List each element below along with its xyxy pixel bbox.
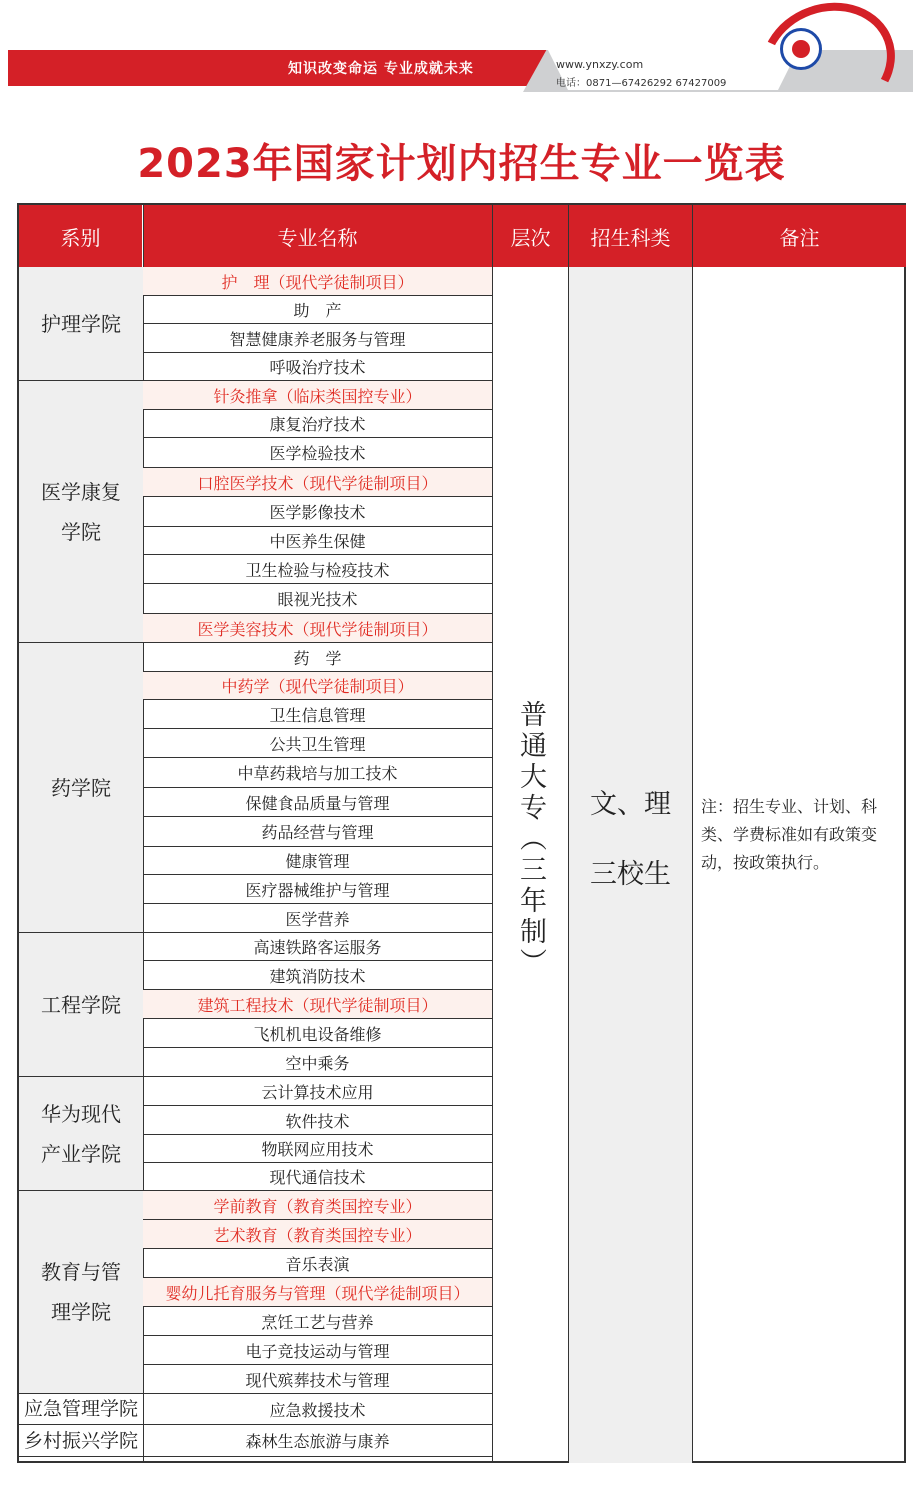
major-row: 针灸推拿（临床类国控专业） bbox=[143, 381, 492, 410]
major-row: 学前教育（教育类国控专业） bbox=[143, 1191, 492, 1220]
major-row: 医疗器械维护与管理 bbox=[143, 875, 492, 904]
major-row: 应急救援技术 bbox=[143, 1394, 492, 1425]
major-row: 医学影像技术 bbox=[143, 497, 492, 527]
major-row: 智慧健康养老服务与管理 bbox=[143, 324, 492, 353]
major-row: 护 理（现代学徒制项目） bbox=[143, 267, 492, 296]
major-row: 建筑消防技术 bbox=[143, 961, 492, 990]
level-text: 普通大专（三年制） bbox=[515, 699, 546, 979]
major-row: 卫生检验与检疫技术 bbox=[143, 555, 492, 584]
major-row: 婴幼儿托育服务与管理（现代学徒制项目） bbox=[143, 1278, 492, 1307]
major-row: 中医养生保健 bbox=[143, 527, 492, 555]
major-row: 药 学 bbox=[143, 643, 492, 672]
department-cell: 工程学院 bbox=[19, 933, 143, 1077]
major-row: 卫生信息管理 bbox=[143, 700, 492, 729]
col-header-major: 专业名称 bbox=[143, 205, 493, 267]
col-header-department: 系别 bbox=[19, 205, 143, 267]
major-row: 康复治疗技术 bbox=[143, 410, 492, 438]
category-line-1: 文、理 bbox=[590, 789, 671, 820]
major-row: 药品经营与管理 bbox=[143, 817, 492, 847]
phone-number: 电话：0871—67426292 67427009 bbox=[556, 78, 727, 89]
major-row: 助 产 bbox=[143, 296, 492, 324]
col-header-category: 招生科类 bbox=[569, 205, 693, 267]
school-logo-icon bbox=[780, 28, 822, 70]
major-row: 医学检验技术 bbox=[143, 438, 492, 468]
level-cell bbox=[493, 267, 568, 1463]
department-cell: 应急管理学院 bbox=[19, 1394, 143, 1425]
major-row: 现代通信技术 bbox=[143, 1163, 492, 1191]
department-cell: 医学康复学院 bbox=[19, 381, 143, 643]
majors-table bbox=[17, 203, 906, 1463]
department-cell: 华为现代产业学院 bbox=[19, 1077, 143, 1191]
major-row: 建筑工程技术（现代学徒制项目） bbox=[143, 990, 492, 1019]
major-row: 艺术教育（教育类国控专业） bbox=[143, 1220, 492, 1249]
slogan: 知识改变命运 专业成就未来 bbox=[288, 61, 474, 77]
major-row: 中药学（现代学徒制项目） bbox=[143, 672, 492, 700]
major-row: 云计算技术应用 bbox=[143, 1077, 492, 1106]
major-row: 电子竞技运动与管理 bbox=[143, 1336, 492, 1365]
major-row: 口腔医学技术（现代学徒制项目） bbox=[143, 468, 492, 497]
major-row: 医学美容技术（现代学徒制项目） bbox=[143, 614, 492, 643]
major-row: 烹饪工艺与营养 bbox=[143, 1307, 492, 1336]
col-header-note: 备注 bbox=[693, 205, 906, 267]
major-row: 医学营养 bbox=[143, 904, 492, 933]
major-row: 物联网应用技术 bbox=[143, 1135, 492, 1163]
major-row: 空中乘务 bbox=[143, 1048, 492, 1077]
major-row: 森林生态旅游与康养 bbox=[143, 1425, 492, 1457]
department-cell: 乡村振兴学院 bbox=[19, 1425, 143, 1457]
department-cell: 药学院 bbox=[19, 643, 143, 933]
category-line-2: 三校生 bbox=[590, 859, 671, 890]
col-header-level: 层次 bbox=[493, 205, 569, 267]
major-row: 健康管理 bbox=[143, 847, 492, 875]
major-row: 高速铁路客运服务 bbox=[143, 933, 492, 961]
website-url[interactable]: www.ynxzy.com bbox=[556, 58, 644, 71]
department-cell: 教育与管理学院 bbox=[19, 1191, 143, 1394]
major-row: 音乐表演 bbox=[143, 1249, 492, 1278]
department-cell: 护理学院 bbox=[19, 267, 143, 381]
note-text: 注：招生专业、计划、科类、学费标准如有政策变动，按政策执行。 bbox=[701, 797, 878, 872]
major-row: 公共卫生管理 bbox=[143, 729, 492, 758]
major-row: 现代殡葬技术与管理 bbox=[143, 1365, 492, 1394]
major-row: 眼视光技术 bbox=[143, 584, 492, 614]
major-row: 保健食品质量与管理 bbox=[143, 788, 492, 817]
page-title: 2023年国家计划内招生专业一览表 bbox=[137, 141, 786, 187]
major-row: 呼吸治疗技术 bbox=[143, 353, 492, 381]
major-row: 中草药栽培与加工技术 bbox=[143, 758, 492, 788]
major-row: 飞机机电设备维修 bbox=[143, 1019, 492, 1048]
major-row: 软件技术 bbox=[143, 1106, 492, 1135]
category-cell bbox=[569, 267, 692, 1463]
logo-swoosh-icon bbox=[744, 0, 911, 140]
